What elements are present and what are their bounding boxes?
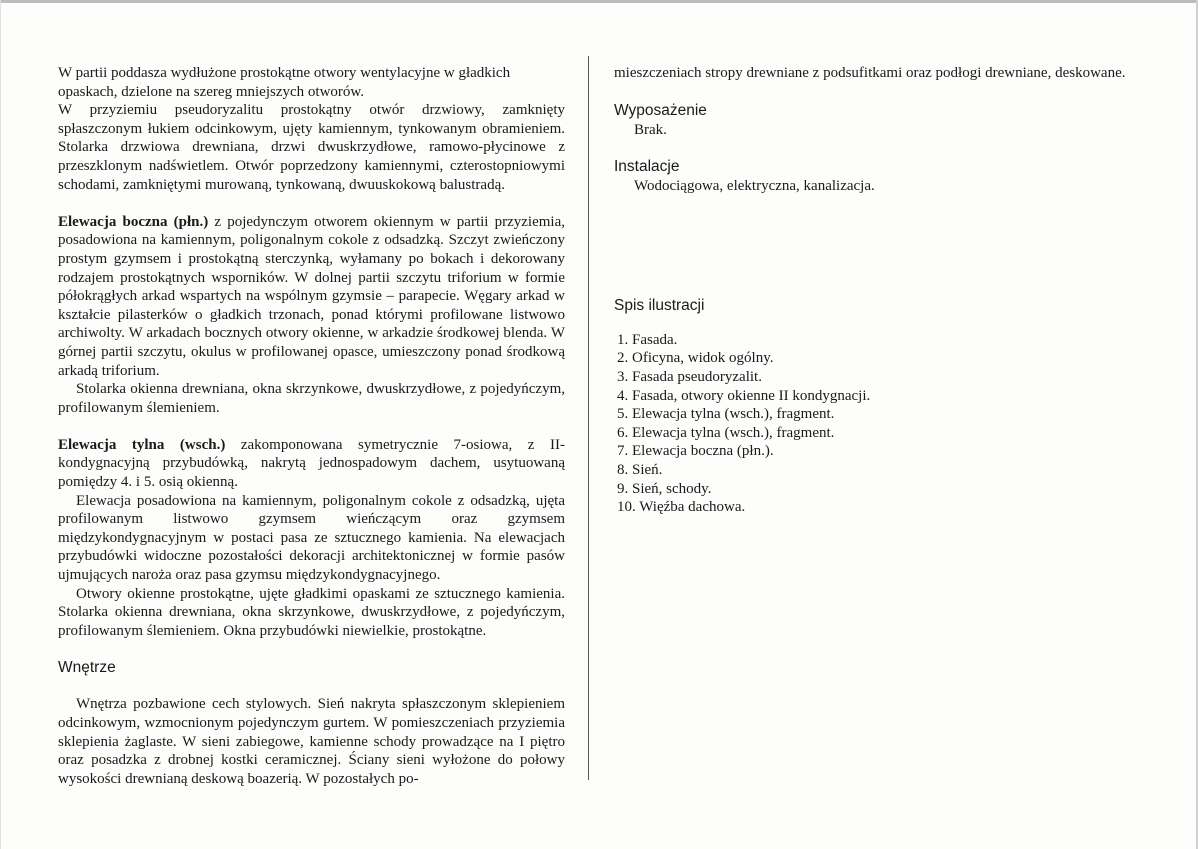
interior-continuation: mieszczeniach stropy drewniane z podsufitkami oraz podłogi drewniane, deskowane. (614, 65, 1126, 81)
list-item: 1. Fasada. (617, 331, 678, 348)
scan-edge-top (0, 0, 1198, 3)
list-item: 4. Fasada, otwory okienne II kondygnacji. (617, 387, 871, 404)
interior-paragraph: Wnętrza pozbawione cech stylowych. Sień nakryta spłaszczonym sklepieniem odcinkowym, wzmocnionym pojedynczym gurtem. W pomieszczeniach przyziemia sklepienia żaglaste. W sieni zabiegowe, kamienne schody prowadzące na I piętro oraz posadzka z drobnej kostki ceramicznej. Ściany sieni wyłożone do połowy wysokości drewnianą deskową boazerią. W pozostałych po- (58, 696, 565, 787)
equipment-heading: Wyposażenie (614, 101, 707, 119)
right-column (614, 64, 1154, 517)
rear-elevation-plinth: Elewacja posadowiona na kamiennym, poligonalnym cokole z odsadzką, ujęta profilowanym listwowo gzymsem wieńczącym oraz gzymsem międzykondygnacyjnym w postaci pasa ze sztucznego kamienia. Na elewacjach przybudówki widoczne pozostałości dekoracji architektonicznej w formie pasów ujmujących naroża oraz pasa gzymsu międzykondygnacyjnego. (58, 492, 565, 584)
rear-elevation-paragraph (58, 436, 565, 492)
interior-heading: Wnętrze (58, 659, 116, 677)
side-elevation-text: z pojedynczym otworem okiennym w partii przyziemia, posadowiona na kamiennym, poligonalnym cokole z odsadzką. Szczyt zwieńczony prostym gzymsem i prostokątną sterczynką, wyłamany po bokach i dekorowany rodzajem prostokątnych wsporników. W dolnej partii szczytu triforium w formie półokrągłych arkad wspartych na wspólnym gzymsie – parapecie. Węgary arkad w kształcie pilasterków o gładkich trzonach, ponad którymi profilowane listwowo archiwolty. W arkadach bocznych otwory okienne, w arkadzie środkowej blenda. W górnej partii szczytu, okulus w profilowanej opasce, umieszczony ponad środkową arkadą triforium. (58, 213, 565, 379)
list-item: 9. Sień, schody. (617, 480, 712, 497)
side-elevation-joinery: Stolarka okienna drewniana, okna skrzynkowe, dwuskrzydłowe, z pojedyńczym, profilowanym ślemieniem. (58, 381, 565, 416)
list-item: 2. Oficyna, widok ogólny. (617, 350, 774, 367)
column-divider (588, 56, 589, 780)
installations-text: Wodociągowa, elektryczna, kanalizacja. (634, 178, 875, 195)
list-item: 3. Fasada pseudoryzalit. (617, 368, 762, 385)
side-elevation-paragraph (58, 213, 565, 380)
rear-elevation-heading: Elewacja tylna (wsch.) (58, 436, 226, 453)
scan-edge-left (0, 0, 1, 849)
list-item: 10. Więźba dachowa. (617, 499, 746, 516)
rear-elevation-text: zakomponowana symetrycznie 7-osiowa, z II-kondygnacyjną przybudówką, nakrytą jednospadowym dachem, usytuowaną pomiędzy 4. i 5. osią okienną. (58, 436, 565, 491)
list-item: 6. Elewacja tylna (wsch.), fragment. (617, 424, 835, 441)
illustrations-heading: Spis ilustracji (614, 296, 705, 314)
illustrations-list (614, 331, 1154, 517)
list-item: 8. Sień. (617, 461, 663, 478)
attic-openings-paragraph: W partii poddasza wydłużone prostokątne otwory wentylacyjne w gładkich opaskach, dzielone na szereg mniejszych otworów. (58, 65, 511, 100)
equipment-text: Brak. (634, 121, 667, 138)
side-elevation-heading: Elewacja boczna (płn.) (58, 213, 209, 230)
installations-heading: Instalacje (614, 158, 680, 176)
door-paragraph: W przyziemiu pseudoryzalitu prostokątny otwór drzwiowy, zamknięty spłaszczonym łukiem odcinkowym, ujęty kamiennym, tynkowanym obramieniem. Stolarka drzwiowa drewniana, drzwi dwuskrzydłowe, ramowo-płycinowe z przeszklonym nadświetlem. Otwór poprzedzony kamiennymi, czterostopniowymi schodami, zamkniętymi murowaną, tynkowaną, dwuuskokową balustradą. (58, 102, 565, 193)
list-item: 5. Elewacja tylna (wsch.), fragment. (617, 406, 835, 423)
rear-elevation-windows: Otwory okienne prostokątne, ujęte gładkimi opaskami ze sztucznego kamienia. Stolarka okienna drewniana, okna skrzynkowe, dwuskrzydłowe, z pojedyńczym, profilowanym ślemieniem. Okna przybudówki niewielkie, prostokątne. (58, 585, 565, 639)
list-item: 7. Elewacja boczna (płn.). (617, 443, 774, 460)
left-column (58, 64, 565, 788)
